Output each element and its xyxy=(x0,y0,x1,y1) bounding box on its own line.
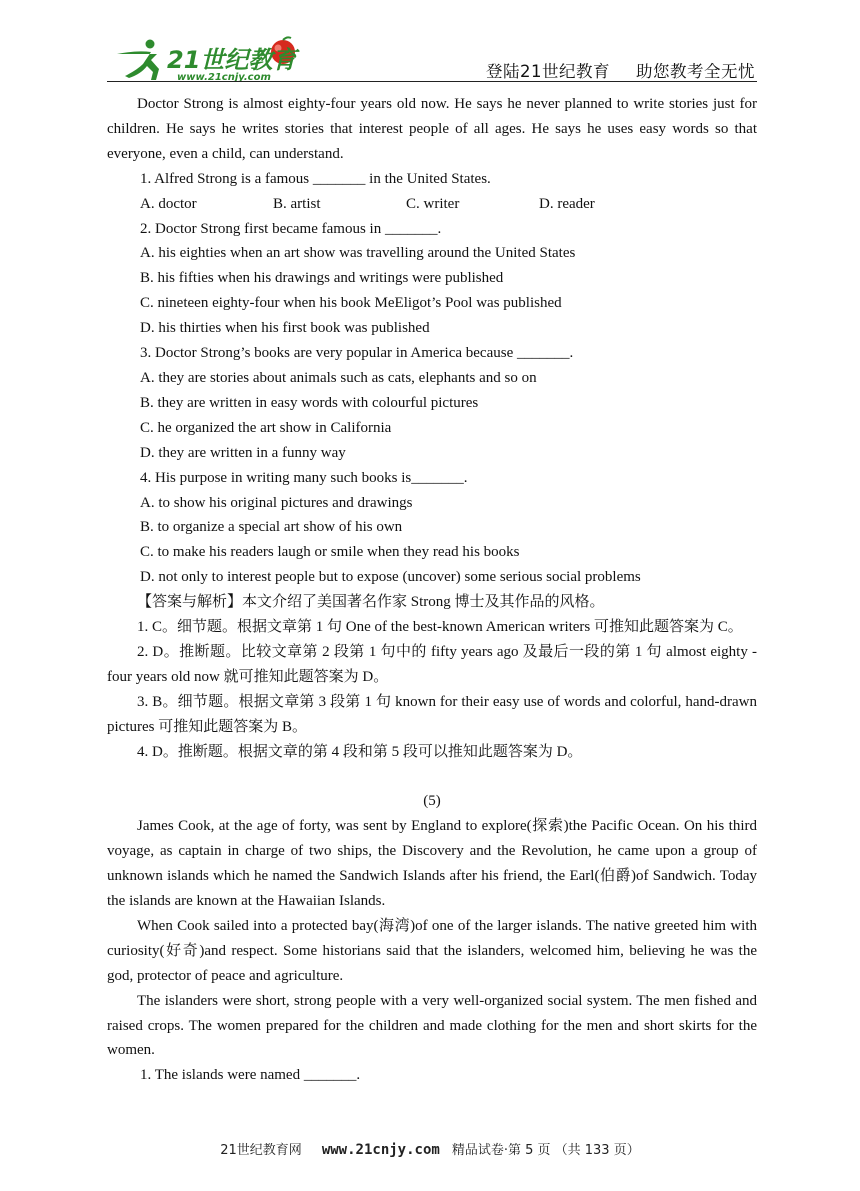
footer-page-info: 精品试卷·第 5 页 （共 133 页） xyxy=(451,1143,640,1158)
option-a: A. doctor xyxy=(140,195,197,212)
page-header xyxy=(107,36,757,82)
answer-heading: 【答案与解析】本文介绍了美国著名作家 Strong 博士及其作品的风格。 xyxy=(137,594,605,611)
question-4: 4. His purpose in writing many such books is_______. xyxy=(140,469,468,486)
running-figure-icon xyxy=(117,40,159,81)
page-footer xyxy=(0,1139,860,1158)
logo-text: 21世纪教育 xyxy=(167,46,297,74)
option-d: D. his thirties when his first book was published xyxy=(140,320,430,337)
intro-paragraph: Doctor Strong is almost eighty-four years old now. He says he never planned to write stories just for children. He says he writes stories that interest people of all ages. He says he uses easy words so that everyone, even a child, can understand. xyxy=(107,96,757,162)
option-a: A. his eighties when an art show was travelling around the United States xyxy=(140,245,576,262)
option-d: D. reader xyxy=(539,195,595,212)
answer-1: 1. C。细节题。根据文章第 1 句 One of the best-known American writers 可推知此题答案为 C。 xyxy=(137,619,743,636)
question-1-options xyxy=(107,192,757,217)
option-a: A. to show his original pictures and drawings xyxy=(140,494,413,511)
option-a: A. they are stories about animals such as cats, elephants and so on xyxy=(140,369,537,386)
spacer xyxy=(107,764,757,789)
option-c: C. to make his readers laugh or smile when they read his books xyxy=(140,544,520,561)
option-d: D. they are written in a funny way xyxy=(140,444,346,461)
option-c: C. writer xyxy=(406,195,460,212)
question-2: 2. Doctor Strong first became famous in _______. xyxy=(140,220,442,237)
footer-url: www.21cnjy.com xyxy=(321,1142,440,1158)
option-b: B. they are written in easy words with colourful pictures xyxy=(140,394,479,411)
option-c: C. nineteen eighty-four when his book MeEligot’s Pool was published xyxy=(140,295,562,312)
option-b: B. artist xyxy=(273,195,321,212)
slogan-left: 登陆21世纪教育 xyxy=(486,62,610,81)
logo xyxy=(107,36,317,82)
header-divider xyxy=(107,81,757,82)
option-d: D. not only to interest people but to expose (uncover) some serious social problems xyxy=(140,569,641,586)
answer-4: 4. D。推断题。根据文章的第 4 段和第 5 段可以推知此题答案为 D。 xyxy=(137,743,583,760)
answer-2: 2. D。推断题。比较文章第 2 段第 1 句中的 fifty years ago 及最后一段的第 1 句 almost eighty -four years old now 就可推知此题答案为 D。 xyxy=(107,643,757,685)
option-c: C. he organized the art show in California xyxy=(140,419,392,436)
footer-site: 21世纪教育网 xyxy=(220,1143,302,1158)
section-title: (5) xyxy=(423,793,441,810)
logo-url: www.21cnjy.com xyxy=(177,72,271,82)
question-1: 1. Alfred Strong is a famous _______ in the United States. xyxy=(140,170,491,187)
header-slogan xyxy=(486,58,755,82)
passage-paragraph-3: The islanders were short, strong people with a very well-organized social system. The men fished and raised crops. The women prepared for the children and made clothing for the men and short skirts for the women. xyxy=(107,992,757,1059)
passage-paragraph-1: James Cook, at the age of forty, was sent by England to explore(探索)the Pacific Ocean. On his third voyage, as captain in charge of two ships, the Discovery and the Revolution, he came upon a group of unknown islands which he named the Sandwich Islands after his friend, the Earl(伯爵)of Sandwich. Today the islands are known at the Hawaiian Islands. xyxy=(107,818,757,909)
document-body xyxy=(107,92,757,1088)
question-3: 3. Doctor Strong’s books are very popular in America because _______. xyxy=(140,345,574,362)
option-b: B. to organize a special art show of his own xyxy=(140,519,403,536)
question-5-1: 1. The islands were named _______. xyxy=(140,1067,361,1084)
option-b: B. his fifties when his drawings and writings were published xyxy=(140,270,504,287)
answer-3: 3. B。细节题。根据文章第 3 段第 1 句 known for their easy use of words and colorful, hand-drawn pictures 可推知此题答案为 B。 xyxy=(107,693,757,735)
passage-paragraph-2: When Cook sailed into a protected bay(海湾)of one of the larger islands. The native greeted him with curiosity(好奇)and respect. Some historians said that the islanders, welcomed him, believing he was the god, protector of peace and agriculture. xyxy=(107,917,757,984)
slogan-right: 助您教考全无忧 xyxy=(636,62,755,81)
